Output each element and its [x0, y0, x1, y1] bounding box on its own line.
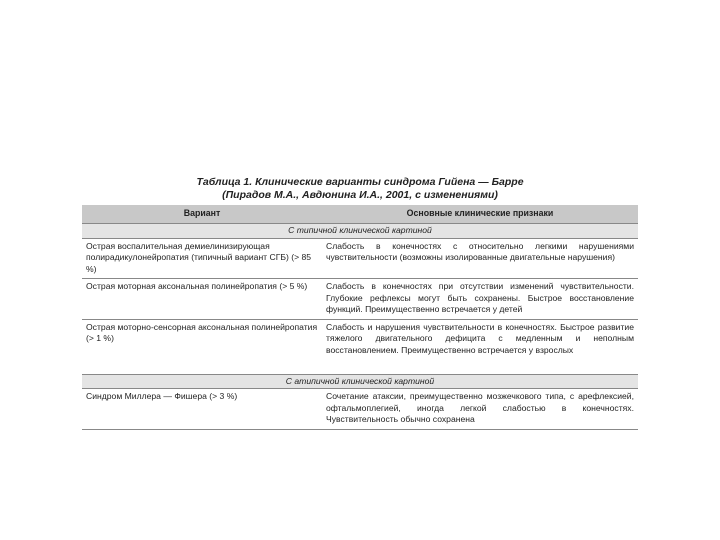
table-row — [82, 279, 638, 320]
header-signs: Основные клинические признаки — [322, 205, 638, 224]
table-row — [82, 319, 638, 374]
table-caption — [82, 176, 638, 202]
section-row-typical — [82, 224, 638, 239]
signs-cell: Слабость в конечностях при отсутствии изменений чувствительности. Глубокие рефлексы могут быть сохранены. Быстрое восстановление функций. Преимущественно встречается у детей — [322, 279, 638, 320]
table-row — [82, 238, 638, 279]
variant-cell: Острая моторная аксональная полинейропатия (> 5 %) — [82, 279, 322, 320]
section-title: С типичной клинической картиной — [82, 224, 638, 239]
section-row-atypical — [82, 374, 638, 389]
variant-cell: Острая моторно-сенсорная аксональная полинейропатия (> 1 %) — [82, 319, 322, 374]
table-header-row — [82, 205, 638, 224]
caption-source: (Пирадов М.А., Авдюнина И.А., 2001, с изменениями) — [222, 189, 498, 201]
section-title: С атипичной клинической картиной — [82, 374, 638, 389]
signs-cell: Слабость в конечностях с относительно легкими нарушениями чувствительности (возможны изолированные двигательные нарушения) — [322, 238, 638, 279]
clinical-variants-table — [82, 205, 638, 430]
table-row — [82, 389, 638, 430]
signs-cell: Сочетание атаксии, преимущественно мозжечкового типа, с арефлексией, офтальмоплегией, иногда легкой слабостью в конечностях. Чувствительность обычно сохранена — [322, 389, 638, 430]
variant-cell: Синдром Миллера — Фишера (> 3 %) — [82, 389, 322, 430]
header-variant: Вариант — [82, 205, 322, 224]
caption-title: Таблица 1. Клинические варианты синдрома Гийена — Барре — [196, 176, 524, 188]
signs-cell: Слабость и нарушения чувствительности в конечностях. Быстрое развитие тяжелого двигательного дефицита с медленным и неполным восстановлением. Преимущественно встречается у взрослых — [322, 319, 638, 374]
variant-cell: Острая воспалительная демиелинизирующая полирадикулонейропатия (типичный вариант СГБ) (> 85 %) — [82, 238, 322, 279]
